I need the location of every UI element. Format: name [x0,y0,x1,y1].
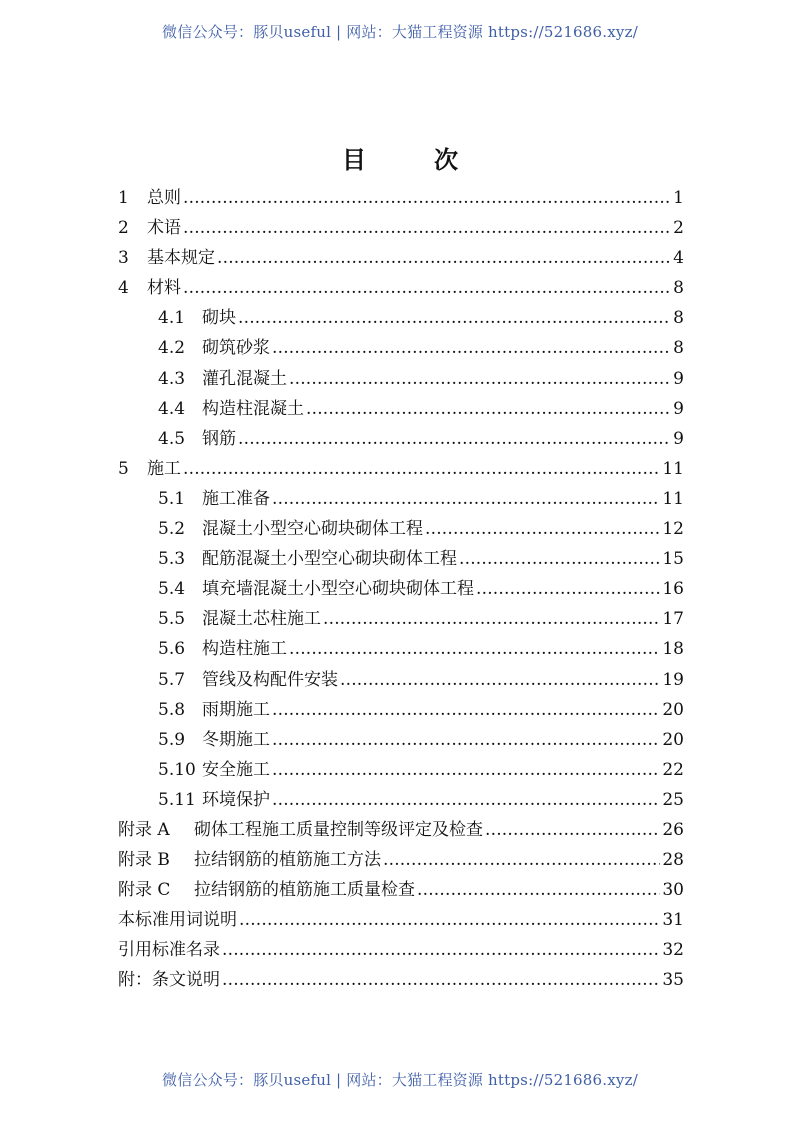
toc-entry-page: 28 [662,850,684,871]
toc-entry [118,574,684,604]
toc-dot-leader [272,338,671,358]
toc-entry-label: 雨期施工 [202,699,270,720]
toc-entry-page: 30 [662,880,684,901]
toc-entry-number: 5.1 [158,488,186,509]
toc-dot-leader [183,218,671,238]
watermark-top: 微信公众号：豚贝useful | 网站：大猫工程资源 https://521686.xyz/ [162,23,638,41]
toc-entry-page: 9 [673,368,684,389]
toc-entry-page: 32 [662,940,684,961]
toc-dot-leader [238,429,671,449]
toc-entry [118,695,684,725]
toc-entry-page: 4 [673,248,684,269]
toc-entry-page: 9 [673,398,684,419]
toc-dot-leader [485,820,660,840]
watermark-bottom: 微信公众号：豚贝useful | 网站：大猫工程资源 https://521686.xyz/ [162,1071,638,1089]
toc-entry [118,333,684,363]
toc-entry-label: 管线及构配件安装 [202,669,338,690]
toc-entry-label: 砌体工程施工质量控制等级评定及检查 [194,819,483,840]
toc-entry-page: 18 [662,639,684,660]
toc-entry-number: 附录 A [118,819,170,840]
toc-dot-leader [183,188,671,208]
toc-dot-leader [272,489,660,509]
toc-entry [118,394,684,424]
toc-entry-number: 2 [118,218,129,239]
toc-entry [118,725,684,755]
toc-dot-leader [289,639,660,659]
toc-entry-page: 22 [662,759,684,780]
toc-entry [118,845,684,875]
toc-entry-number: 5.6 [158,639,186,660]
toc-dot-leader [239,910,660,930]
toc-entry-page: 9 [673,428,684,449]
toc-entry-number: 1 [118,188,129,208]
toc-entry [118,875,684,905]
toc-entry [118,665,684,695]
toc-entry-label: 冬期施工 [202,729,270,750]
toc-entry [118,303,684,333]
toc-entry-label: 本标准用词说明 [118,910,237,931]
toc-entry-label: 构造柱混凝土 [202,398,304,419]
toc-entry-label: 钢筋 [202,428,236,449]
toc-entry-label: 配筋混凝土小型空心砌块砌体工程 [202,549,457,570]
toc-entry-page: 8 [673,278,684,299]
toc-entry-number: 5.7 [158,669,186,690]
toc-entry-label: 环境保护 [202,789,270,810]
toc-entry-number: 附录 C [118,880,171,901]
toc-entry-page: 8 [673,308,684,329]
toc-entry-label: 拉结钢筋的植筋施工质量检查 [194,880,415,901]
toc-entry [118,755,684,785]
toc-dot-leader [323,609,660,629]
page-title: 目 次 [342,145,480,174]
toc-entry-page: 1 [673,188,684,208]
toc-dot-leader [272,700,660,720]
toc-entry-page: 11 [662,488,684,509]
toc-dot-leader [183,459,660,479]
toc-entry [118,785,684,815]
toc-entry-number: 3 [118,248,129,269]
toc-entry [118,454,684,484]
toc-entry-label: 附：条文说明 [118,970,220,991]
table-of-contents [118,183,684,996]
toc-entry-label: 拉结钢筋的植筋施工方法 [194,850,381,871]
toc-entry-label: 基本规定 [147,248,215,269]
toc-dot-leader [222,970,660,990]
toc-entry [118,604,684,634]
toc-entry [118,905,684,935]
toc-entry-number: 4.1 [158,308,186,329]
toc-entry [118,815,684,845]
toc-entry-number: 5.11 [158,789,196,810]
toc-entry [118,273,684,303]
toc-entry-number: 5.8 [158,699,186,720]
toc-entry-number: 5.5 [158,609,186,630]
toc-entry-number: 5 [118,458,129,479]
toc-dot-leader [272,790,660,810]
toc-entry [118,213,684,243]
toc-dot-leader [289,369,671,389]
toc-entry-label: 施工 [147,458,181,479]
toc-entry-page: 20 [662,729,684,750]
toc-entry-page: 12 [662,519,684,540]
toc-entry [118,183,684,213]
toc-entry-page: 8 [673,338,684,359]
toc-entry-page: 20 [662,699,684,720]
toc-dot-leader [383,850,660,870]
toc-dot-leader [217,248,671,268]
toc-entry-page: 11 [662,458,684,479]
toc-entry-number: 5.3 [158,549,186,570]
toc-entry-number: 5.9 [158,729,186,750]
toc-entry-label: 砌块 [202,308,236,329]
toc-entry-page: 17 [662,609,684,630]
toc-entry [118,514,684,544]
toc-entry-number: 5.10 [158,759,196,780]
toc-entry [118,243,684,273]
toc-entry [118,965,684,995]
toc-dot-leader [476,579,660,599]
toc-entry-page: 16 [662,579,684,600]
toc-entry-page: 15 [662,549,684,570]
toc-entry-label: 总则 [147,188,181,208]
toc-entry-page: 35 [662,970,684,991]
toc-entry-number: 4.3 [158,368,186,389]
toc-entry-label: 灌孔混凝土 [202,368,287,389]
toc-entry-label: 材料 [147,278,181,299]
toc-entry-label: 安全施工 [202,759,270,780]
toc-dot-leader [222,940,660,960]
toc-dot-leader [340,670,660,690]
toc-dot-leader [459,549,660,569]
toc-entry-label: 砌筑砂浆 [202,338,270,359]
toc-entry-page: 26 [662,819,684,840]
toc-dot-leader [238,308,671,328]
toc-entry [118,544,684,574]
toc-entry-number: 4.2 [158,338,186,359]
toc-dot-leader [306,399,671,419]
toc-entry-page: 19 [662,669,684,690]
toc-entry-number: 5.4 [158,579,186,600]
toc-entry [118,484,684,514]
toc-entry-number: 4.5 [158,428,186,449]
toc-dot-leader [272,760,660,780]
toc-entry-page: 31 [662,910,684,931]
toc-dot-leader [272,730,660,750]
toc-entry-label: 混凝土芯柱施工 [202,609,321,630]
toc-entry-number: 5.2 [158,519,186,540]
toc-dot-leader [425,519,660,539]
toc-entry-label: 填充墙混凝土小型空心砌块砌体工程 [202,579,474,600]
toc-entry-number: 4.4 [158,398,186,419]
toc-dot-leader [417,880,660,900]
toc-entry-label: 施工准备 [202,488,270,509]
toc-entry-label: 混凝土小型空心砌块砌体工程 [202,519,423,540]
toc-entry-page: 2 [673,218,684,239]
toc-entry-label: 术语 [147,218,181,239]
toc-entry-number: 4 [118,278,129,299]
toc-entry-label: 构造柱施工 [202,639,287,660]
toc-entry-number: 附录 B [118,850,170,871]
toc-entry-label: 引用标准名录 [118,940,220,961]
toc-entry [118,935,684,965]
toc-dot-leader [183,278,671,298]
toc-entry [118,424,684,454]
toc-entry [118,364,684,394]
toc-entry [118,634,684,664]
toc-entry-page: 25 [662,789,684,810]
